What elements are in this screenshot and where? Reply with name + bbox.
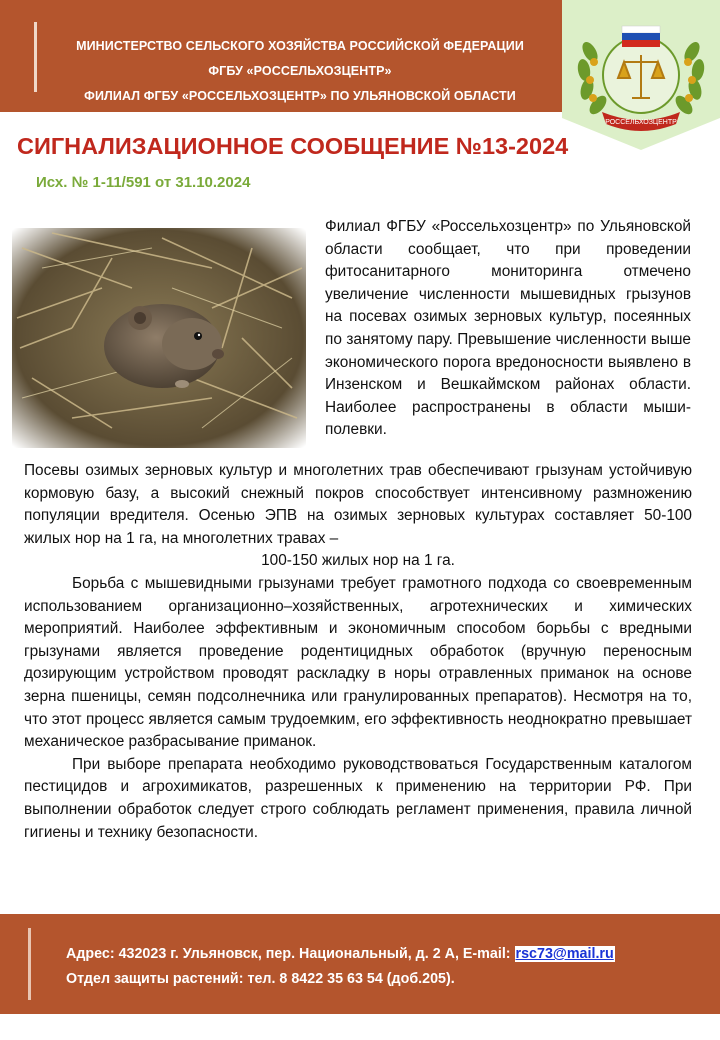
- address-text: Адрес: 432023 г. Ульяновск, пер. Национальный, д. 2 А, E-mail:: [66, 946, 515, 962]
- emblem-logo: [562, 0, 720, 150]
- header-band: [0, 0, 562, 112]
- flag-icon: [622, 26, 660, 47]
- body-text: [24, 460, 692, 844]
- page-title: СИГНАЛИЗАЦИОННОЕ СООБЩЕНИЕ №13-2024: [17, 133, 569, 159]
- vole-photo: [12, 228, 306, 448]
- ministry-name: МИНИСТЕРСТВО СЕЛЬСКОГО ХОЗЯЙСТВА РОССИЙСКОЙ ФЕДЕРАЦИИ: [76, 39, 524, 53]
- paragraph-feed-base: Посевы озимых зерновых культур и многолетних трав обеспечивают грызунам устойчивую кормовую базу, а высокий снежный покров способствует интенсивному размножению популяции вредителя. Осенью ЭПВ на озимых зерновых культурах составляет 50-100 жилых нор на 1 га, на многолетних травах –: [24, 462, 692, 547]
- intro-paragraph: Филиал ФГБУ «Россельхозцентр» по Ульяновской области сообщает, что при проведении фитосанитарного мониторинга отмечено увеличение численности мышевидных грызунов на посевах озимых зерновых культур, посеянных по занятому пару. Превышение численности выше экономического порога вредоносности выявлено в Инзенском и Вешкаймском районах области. Наиболее распространены в области мыши-полевки.: [325, 218, 691, 439]
- paragraph-feed-base-end: 100-150 жилых нор на 1 га.: [261, 552, 455, 570]
- phone-line: Отдел защиты растений: тел. 8 8422 35 63 54 (доб.205).: [66, 971, 455, 987]
- organization-name: ФГБУ «РОССЕЛЬХОЗЦЕНТР»: [208, 64, 392, 78]
- emblem-ribbon-text: РОССЕЛЬХОЗЦЕНТР: [605, 119, 677, 126]
- paragraph-control-methods: Борьба с мышевидными грызунами требует грамотного подхода со своевременным использованием организационно–хозяйственных, агротехнических и химических мероприятий. Наиболее эффективным и экономичным способом борьбы с вредными грызунами является проведение родентицидных обработок (вручную переносным дозирующим устройством проводят раскладку в норы отравленных приманок на основе зерна пшеницы, семян подсолнечника или гранулированных препаратов). Несмотря на то, что этот процесс является самым трудоемким, его эффективность неоднократно превышает механическое разбрасывание приманок.: [24, 574, 692, 751]
- footer-accent-line: [28, 928, 31, 1000]
- reference-number: Исх. № 1-11/591 от 31.10.2024: [36, 174, 251, 191]
- branch-name: ФИЛИАЛ ФГБУ «РОССЕЛЬХОЗЦЕНТР» ПО УЛЬЯНОВСКОЙ ОБЛАСТИ: [84, 89, 516, 103]
- contact-info: [66, 942, 615, 992]
- header-accent-line: [34, 22, 37, 92]
- header-text: [44, 34, 556, 109]
- footer-band: [0, 914, 720, 1014]
- email-link[interactable]: rsc73@mail.ru: [515, 946, 614, 962]
- paragraph-preparation-choice: При выборе препарата необходимо руководствоваться Государственным каталогом пестицидов и агрохимикатов, разрешенных к применению на территории РФ. При выполнении обработок следует строго соблюдать регламент применения, правила личной гигиены и технику безопасности.: [24, 755, 692, 841]
- address-line: [66, 942, 615, 967]
